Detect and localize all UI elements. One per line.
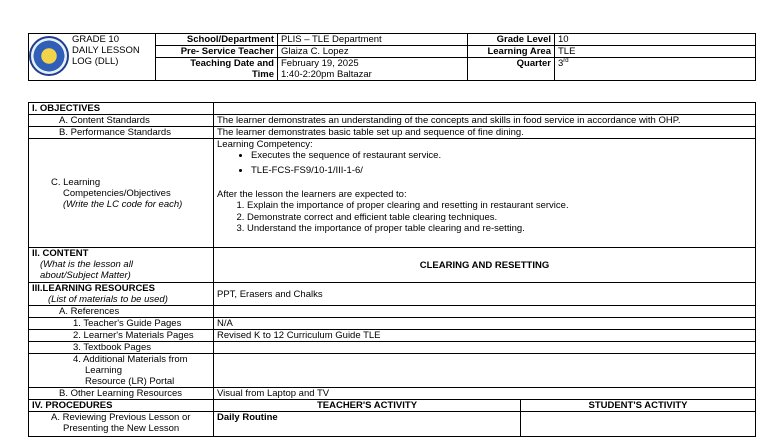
lc-bullet-list: [217, 150, 752, 176]
objectives-heading: I. OBJECTIVES: [29, 103, 214, 115]
other-resources-value: Visual from Laptop and TV: [214, 388, 756, 400]
student-activity-cell: [521, 412, 756, 437]
teachers-guide-value: N/A: [214, 318, 756, 330]
references-blank: [214, 306, 756, 318]
dll-line1: DAILY LESSON: [72, 45, 140, 56]
content-label-sub2: about/Subject Matter): [40, 270, 131, 281]
date-label-line1: Teaching Date and: [190, 58, 274, 69]
other-resources-label: B. Other Learning Resources: [29, 388, 214, 400]
resources-value: PPT, Erasers and Chalks: [214, 283, 756, 306]
objective-item: 2. Demonstrate correct and efficient table clearing techniques.: [247, 212, 752, 224]
teachers-guide-label: 1. Teacher's Guide Pages: [29, 318, 214, 330]
lc-bullet: • TLE-FCS-FS9/10-1/III-1-6/: [251, 165, 752, 177]
content-standards-value: The learner demonstrates an understanding of the concepts and skills in food service in accordance with OHP.: [214, 115, 756, 127]
date-label: [156, 58, 278, 81]
additional-materials-label: [29, 354, 214, 388]
competencies-label-line1: C. Learning: [51, 176, 101, 188]
content-value: CLEARING AND RESETTING: [214, 248, 756, 283]
objective-list: [217, 200, 752, 235]
teacher-label: Pre- Service Teacher: [156, 46, 278, 58]
quarter-suffix: rd: [563, 57, 569, 64]
grade-level-value: 10: [555, 34, 756, 46]
competencies-value: [214, 139, 756, 248]
dll-title: [69, 34, 156, 81]
resources-label: [29, 283, 214, 306]
resources-label-title: III.LEARNING RESOURCES: [32, 283, 155, 294]
school-value: PLIS – TLE Department: [278, 34, 468, 46]
additional-materials-line2: Learning: [85, 365, 122, 376]
school-label: School/Department: [156, 34, 278, 46]
competencies-label-line3: (Write the LC code for each): [63, 198, 183, 210]
objectives-heading-blank: [214, 103, 756, 115]
grade-level-label: Grade Level: [468, 34, 555, 46]
lc-bullet: • Executes the sequence of restaurant service.: [251, 150, 752, 162]
seal-icon: [29, 36, 69, 76]
teachers-activity-header: TEACHER'S ACTIVITY: [214, 400, 521, 412]
date-value: [278, 58, 468, 81]
daily-routine: Daily Routine: [214, 412, 521, 437]
header-table: [28, 33, 756, 81]
competencies-label: [29, 139, 214, 248]
quarter-value: [555, 58, 756, 81]
competencies-label-line2: Competencies/Objectives: [63, 187, 171, 199]
lc-title: Learning Competency:: [217, 139, 313, 150]
objective-item: 1. Explain the importance of proper clearing and resetting in restaurant service.: [247, 200, 752, 212]
content-standards-label: A. Content Standards: [29, 115, 214, 127]
learning-area-label: Learning Area: [468, 46, 555, 58]
content-label-sub1: (What is the lesson all: [40, 259, 133, 270]
textbook-pages-label: 3. Textbook Pages: [29, 342, 214, 354]
quarter-number: 3: [558, 58, 564, 69]
learners-materials-label: 2. Learner's Materials Pages: [29, 330, 214, 342]
performance-standards-label: B. Performance Standards: [29, 127, 214, 139]
additional-materials-line1: 4. Additional Materials from: [73, 354, 188, 365]
performance-standards-value: The learner demonstrates basic table set up and sequence of fine dining.: [214, 127, 756, 139]
students-activity-header: STUDENT'S ACTIVITY: [521, 400, 756, 412]
learning-area-value: TLE: [555, 46, 756, 58]
dll-line2: LOG (DLL): [72, 56, 119, 67]
teacher-value: Glaiza C. Lopez: [278, 46, 468, 58]
after-lesson-text: After the lesson the learners are expected to:: [217, 189, 407, 200]
content-label: [29, 248, 214, 283]
date-value-line1: February 19, 2025: [281, 58, 359, 69]
objective-item: 3. Understand the importance of proper table clearing and re-setting.: [247, 223, 752, 235]
review-lesson-label: [29, 412, 214, 437]
review-lesson-line1: A. Reviewing Previous Lesson or: [51, 412, 191, 423]
textbook-pages-value: [214, 342, 756, 354]
references-label: A. References: [29, 306, 214, 318]
procedures-heading: IV. PROCEDURES: [29, 400, 214, 412]
additional-materials-value: [214, 354, 756, 388]
resources-label-sub: (List of materials to be used): [48, 294, 168, 305]
deped-seal: [29, 34, 70, 81]
date-label-line2: Time: [251, 69, 274, 80]
content-label-title: II. CONTENT: [32, 248, 89, 259]
grade-title: GRADE 10: [72, 34, 119, 45]
date-value-line2: 1:40-2:20pm Baltazar: [281, 69, 372, 80]
learners-materials-value: Revised K to 12 Curriculum Guide TLE: [214, 330, 756, 342]
review-lesson-line2: Presenting the New Lesson: [63, 423, 180, 434]
quarter-label: Quarter: [468, 58, 555, 81]
additional-materials-line3: Resource (LR) Portal: [85, 376, 175, 387]
lesson-table: [28, 102, 756, 437]
